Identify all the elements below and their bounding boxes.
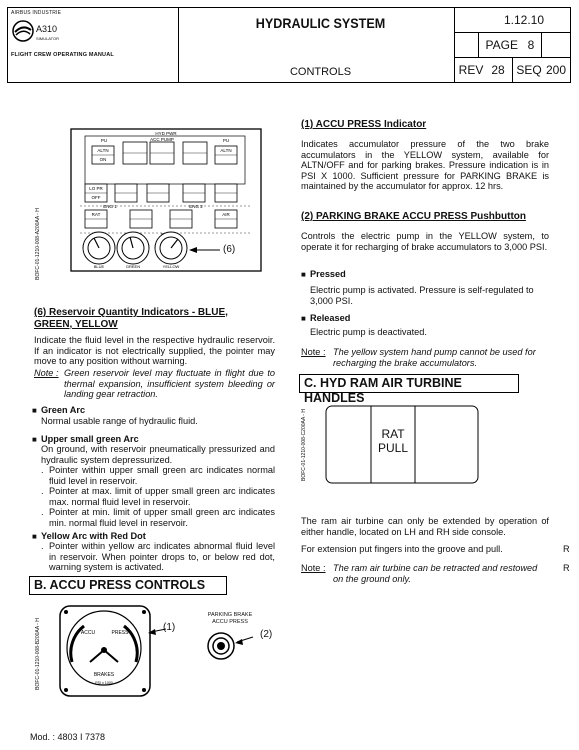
- gauge-label-blue: BLUE: [93, 264, 105, 269]
- bullet-icon: ■: [32, 435, 37, 444]
- figure3-callout2: (2): [260, 629, 273, 640]
- note-label-right-2: Note :: [301, 563, 326, 573]
- parking-brake-caption: [195, 612, 265, 626]
- logo-model: A310: [36, 24, 58, 34]
- green-arc-text: Normal usable range of hydraulic fluid.: [41, 416, 198, 426]
- panel-label-air: AIR: [222, 212, 230, 217]
- list-item: . Pointer at min. limit of upper small green arc indicates min. normal fluid level in reservoir.: [41, 507, 275, 528]
- list-item: . Pointer at max. limit of upper small green arc indicates max. normal fluid level in reservoir.: [41, 486, 275, 507]
- airbus-logo-icon: [12, 20, 34, 42]
- panel-label-altn-left: ALTN: [97, 148, 109, 153]
- revision-mark-1: R: [563, 544, 570, 554]
- chapter-number: 1.12.10: [503, 13, 545, 27]
- revision-mark-2: R: [563, 563, 570, 573]
- page-label: PAGE: [485, 38, 518, 52]
- hyd-panel-figure: [70, 128, 265, 273]
- panel-label-acc-pump: ACC PUMP: [150, 137, 174, 142]
- bullet-icon: ■: [301, 270, 306, 279]
- rev-label: REV: [458, 63, 484, 77]
- rat-handle[interactable]: [371, 427, 415, 455]
- sec6-title-line1: (6) Reservoir Quantity Indicators - BLUE,: [34, 307, 228, 318]
- upper-arc-title: Upper small green Arc: [41, 434, 139, 444]
- footer-mod: Mod. : 4803 I 7378: [30, 732, 106, 742]
- seq-number: 200: [545, 63, 567, 77]
- sec6-title: [34, 307, 274, 331]
- s1-paragraph: Indicates accumulator pressure of the two brake accumulators in the YELLOW system, available for ALTN/OFF and for parking brakes. Pressure indication is in PSI X 1000. Sufficient pressure for PARKING BRAKE is maintained by the accumulator for approx. 12 hrs.: [301, 139, 549, 192]
- note-label-right: Note :: [301, 347, 326, 357]
- s2-title: (2) PARKING BRAKE ACCU PRESS Pushbutton: [301, 211, 526, 222]
- list-item-text: Pointer within upper small green arc indicates normal fluid level in reservoir.: [49, 465, 275, 486]
- note-label-left: Note :: [34, 368, 59, 378]
- s1-title: (1) ACCU PRESS Indicator: [301, 119, 427, 130]
- page-header: [7, 7, 571, 83]
- released-title: Released: [310, 313, 351, 323]
- panel-label-lo-pr: LO PR: [89, 186, 103, 191]
- rat-handle-label-1: RAT: [381, 427, 405, 441]
- list-item-text: Pointer at min. limit of upper small green arc indicates min. normal fluid level in reservoir.: [49, 507, 275, 528]
- page-title: HYDRAULIC SYSTEM: [255, 15, 386, 31]
- list-item: . Pointer within upper small green arc indicates normal fluid level in reservoir.: [41, 465, 275, 486]
- section-c-title: C. HYD RAM AIR TURBINE HANDLES: [299, 374, 519, 393]
- rat-paragraph1: The ram air turbine can only be extended by operation of either handle, located on LH and RH side console.: [301, 516, 549, 537]
- seq-label: SEQ: [516, 63, 542, 77]
- figure1-side-ref: BOFC-01-1210-008-A200AA - H: [35, 208, 41, 280]
- accu-label: ACCU: [80, 630, 96, 636]
- pb-caption-line1: PARKING BRAKE: [207, 612, 253, 618]
- figure3-callout1: (1): [163, 622, 176, 633]
- panel-label-off: OFF: [91, 195, 101, 200]
- yellow-arc-title: Yellow Arc with Red Dot: [41, 531, 146, 541]
- list-item-text: Pointer at max. limit of upper small green arc indicates max. normal fluid level in reservoir.: [49, 486, 275, 507]
- pressed-title: Pressed: [310, 269, 346, 279]
- figure2-side-ref: BOFC-01-1210-008-C200AA - H: [301, 409, 307, 481]
- sec6-paragraph: Indicate the fluid level in the respective hydraulic reservoir. If an indicator is not electrically supplied, the pointer may move to any position without warning.: [34, 335, 275, 367]
- panel-label-altn-right: ALTN: [220, 148, 232, 153]
- figure3-side-ref: BOFC-01-1210-008-B200AA - H: [35, 618, 41, 690]
- pressed-text: Electric pump is activated. Pressure is self-regulated to 3,000 PSI.: [310, 285, 534, 306]
- section-b-title: B. ACCU PRESS CONTROLS: [29, 576, 227, 595]
- page-section: CONTROLS: [289, 66, 352, 78]
- figure1-callout: (6): [223, 244, 236, 255]
- panel-label-eng1: ENG 1: [103, 204, 117, 209]
- pb-caption-line2: ACCU PRESS: [212, 619, 248, 625]
- sec6-title-line2: GREEN, YELLOW: [34, 319, 118, 330]
- press-label: PRESS: [111, 630, 129, 636]
- note2-text: The ram air turbine can be retracted and restowed on the ground only.: [333, 563, 538, 584]
- rev-number: 28: [491, 63, 505, 77]
- bullet-icon: ■: [32, 532, 37, 541]
- panel-label-pu-left: PU: [100, 138, 108, 143]
- bullet-icon: ■: [32, 406, 37, 415]
- rat-paragraph2: For extension put fingers into the groove and pull.: [301, 544, 503, 554]
- note-text-left: Green reservoir level may fluctuate in flight due to thermal expansion, insufficient system bleeding or landing gear retraction.: [64, 368, 275, 400]
- accu-press-indicator-figure: [58, 604, 168, 699]
- s2-paragraph: Controls the electric pump in the YELLOW system, to operate it for recharging of brake accumulators to 3,000 PSI.: [301, 231, 549, 252]
- parking-brake-pushbutton[interactable]: [205, 630, 265, 665]
- panel-label-hyd-pwr: HYD PWR: [155, 131, 177, 136]
- upper-arc-text: On ground, with reservoir pneumatically pressurized and hydraulic system depressurized.: [41, 444, 275, 465]
- brakes-label: BRAKES: [93, 672, 115, 678]
- bullet-icon: ■: [301, 314, 306, 323]
- released-text: Electric pump is deactivated.: [310, 327, 427, 337]
- logo-sub: SIMULATOR: [36, 36, 59, 41]
- gauge-label-green: GREEN: [125, 264, 141, 269]
- note1-text: The yellow system hand pump cannot be used for recharging the brake accumulators.: [333, 347, 536, 368]
- logo-top-text: AIRBUS INDUSTRIE: [11, 10, 62, 16]
- page-number: 8: [527, 38, 535, 52]
- panel-label-rat: RAT: [91, 212, 101, 217]
- gauge-label-yellow: YELLOW: [162, 264, 180, 269]
- list-item-text: Pointer within yellow arc indicates abnormal fluid level in reservoir. When pointer drops to, or below red dot, warning system is activated.: [49, 541, 275, 573]
- panel-label-eng2: ENG 2: [189, 204, 203, 209]
- panel-label-pu-right: PU: [222, 138, 230, 143]
- panel-label-on: ON: [99, 157, 107, 162]
- psi-label: PSI x 1000: [95, 681, 113, 685]
- green-arc-title: Green Arc: [41, 405, 86, 415]
- manual-name: FLIGHT CREW OPERATING MANUAL: [11, 52, 114, 58]
- rat-handle-label-2: PULL: [377, 441, 409, 455]
- yellow-arc-list: . Pointer within yellow arc indicates abnormal fluid level in reservoir. When pointer drops to, or below red dot, warning system is activated.: [41, 541, 275, 573]
